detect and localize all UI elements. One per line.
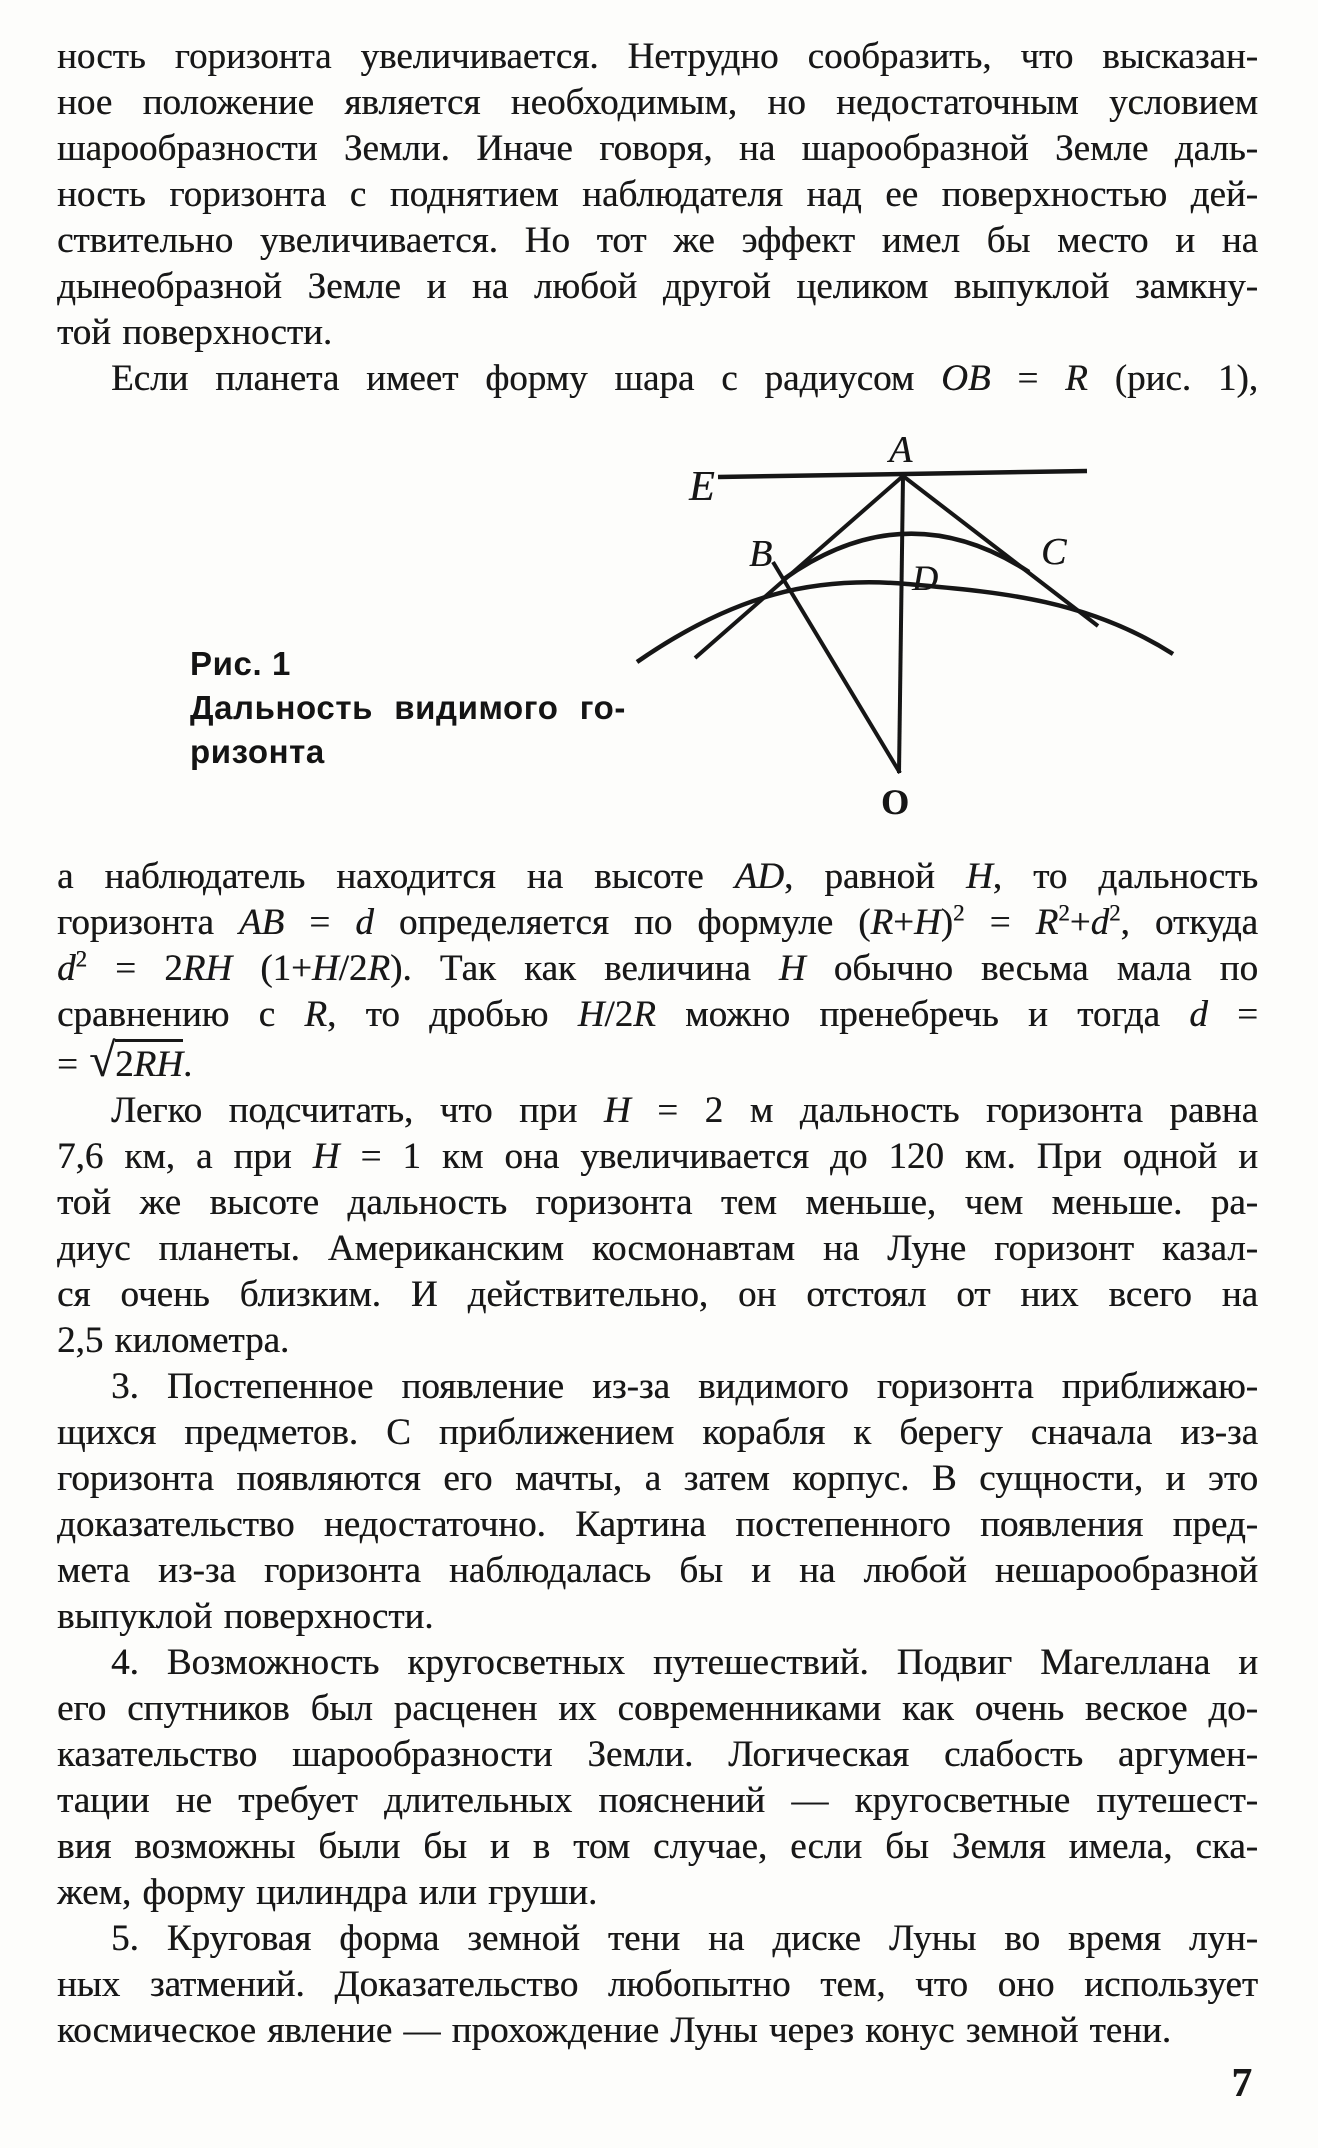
text-line: жем, форму цилиндра или груши. xyxy=(57,1872,598,1913)
text-line: тации не требует длительных пояснений — кругосветные путешест- xyxy=(57,1780,1258,1821)
paragraph-point-5-lunar-eclipse xyxy=(57,1916,1258,2054)
text-line: доказательство недостаточно. Картина постепенного появления пред- xyxy=(57,1504,1258,1545)
text-line: 5. Круговая форма земной тени на диске Луны во время лун- xyxy=(111,1918,1258,1959)
text-line: горизонта AB = d определяется по формуле $(R+H)^2 = R^2+d^2$, откуда xyxy=(57,900,1258,943)
paragraph-if-planet-sphere xyxy=(57,356,1258,402)
figure-caption-number: Рис. 1 xyxy=(190,645,291,682)
sight-line-AC xyxy=(903,476,1098,626)
figure-caption-text-line2: ризонта xyxy=(190,733,325,770)
paragraph-easy-to-calculate xyxy=(57,1088,1258,1364)
text-line: ность горизонта увеличивается. Нетрудно сообразить, что высказан- xyxy=(57,36,1258,77)
text-line: вия возможны были бы и в том случае, если бы Земля имела, ска- xyxy=(57,1826,1258,1867)
text-line: той же высоте дальность горизонта тем меньше, чем меньше. ра- xyxy=(57,1182,1258,1223)
text-line: 7,6 км, а при H = 1 км она увеличивается до 120 км. При одной и xyxy=(57,1136,1258,1177)
paragraph-point-4-circumnavigation xyxy=(57,1640,1258,1916)
text-line: ся очень близким. И действительно, он отстоял от них всего на xyxy=(57,1274,1258,1315)
text-line: ных затмений. Доказательство любопытно тем, что оно использует xyxy=(57,1964,1258,2005)
text-line: 4. Возможность кругосветных путешествий. Подвиг Магеллана и xyxy=(111,1642,1258,1683)
point-label-O: O xyxy=(881,782,910,822)
page-number: 7 xyxy=(1231,2059,1252,2105)
vertical-line-ADO xyxy=(899,476,903,773)
text-line: космическое явление — прохождение Луны через конус земной тени. xyxy=(57,2010,1171,2051)
text-line: той поверхности. xyxy=(57,312,333,353)
text-column xyxy=(57,34,1258,2054)
text-line: казательство шарообразности Земли. Логическая слабость аргумен- xyxy=(57,1734,1258,1775)
text-after-figure xyxy=(57,854,1258,2054)
text-line: ное положение является необходимым, но недостаточным условием xyxy=(57,82,1258,123)
radius-line-BO xyxy=(773,562,900,773)
text-line: сравнению с R, то дробью H/2R можно пренебречь и тогда d = xyxy=(57,994,1258,1035)
point-label-C: C xyxy=(1041,531,1067,573)
figure-1 xyxy=(57,402,1258,854)
text-line: Если планета имеет форму шара с радиусом OB = R (рис. 1), xyxy=(111,358,1258,399)
text-line: ствительно увеличивается. Но тот же эффект имел бы место и на xyxy=(57,220,1258,261)
text-line: выпуклой поверхности. xyxy=(57,1596,434,1637)
text-line: мета из-за горизонта наблюдалась бы и на любой нешарообразной xyxy=(57,1550,1258,1591)
point-label-A: A xyxy=(889,429,913,471)
horizon-circle-upper-arc xyxy=(784,534,1029,579)
text-line: диус планеты. Американским космонавтам на Луне горизонт казал- xyxy=(57,1228,1258,1269)
paragraph-horizon-necessary-condition xyxy=(57,34,1258,356)
text-line: шарообразности Земли. Иначе говоря, на шарообразной Земле даль- xyxy=(57,128,1258,169)
text-line: Легко подсчитать, что при H = 2 м дальность горизонта равна xyxy=(111,1090,1258,1131)
figure-caption-text-line1: Дальность видимого го- xyxy=(190,689,626,726)
point-label-E: E xyxy=(689,464,715,510)
text-line: = √2RH. xyxy=(57,1035,193,1087)
text-line: 2,5 километра. xyxy=(57,1320,290,1361)
paragraph-point-3-gradual-appearance xyxy=(57,1364,1258,1640)
text-line: щихся предметов. С приближением корабля к берегу сначала из-за xyxy=(57,1412,1258,1453)
point-label-D: D xyxy=(912,558,938,598)
text-before-figure xyxy=(57,34,1258,402)
text-line: его спутников был расценен их современниками как очень веское до- xyxy=(57,1688,1258,1729)
paragraph-horizon-formula xyxy=(57,854,1258,1088)
figure-caption xyxy=(190,642,626,774)
text-line: 3. Постепенное появление из-за видимого горизонта приближаю- xyxy=(111,1366,1258,1407)
point-label-B: B xyxy=(749,533,773,575)
horizon-diagram xyxy=(615,416,1207,836)
text-line: ность горизонта с поднятием наблюдателя над ее поверхностью дей- xyxy=(57,174,1258,215)
text-line: а наблюдатель находится на высоте AD, равной H, то дальность xyxy=(57,856,1259,897)
text-line: $d^2 = 2RH$ (1+H/2R). Так как величина H обычно весьма мала по xyxy=(57,946,1258,989)
text-line: дынеобразной Земле и на любой другой целиком выпуклой замкну- xyxy=(57,266,1258,307)
text-line: горизонта появляются его мачты, а затем корпус. В сущности, и это xyxy=(57,1458,1258,1499)
